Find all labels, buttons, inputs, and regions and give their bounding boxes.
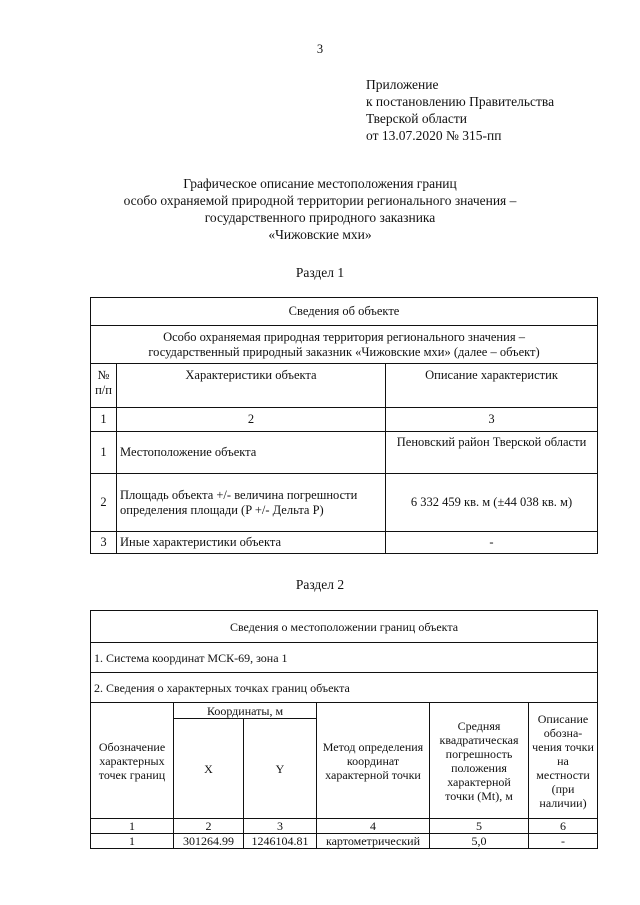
column-number: 4 xyxy=(317,819,430,834)
appendix-note xyxy=(366,76,554,144)
section-2-heading: Раздел 2 xyxy=(295,577,345,592)
points-title: 2. Сведения о характерных точках границ объекта xyxy=(91,673,598,703)
table-row xyxy=(91,834,598,849)
table-title: Сведения о местоположении границ объекта xyxy=(91,611,598,643)
method-value: картометрический xyxy=(317,834,430,849)
col-header-method: Метод определения координат характерной точки xyxy=(317,703,430,819)
col-header-characteristics: Характеристики объекта xyxy=(117,364,386,408)
row-num: 1 xyxy=(91,432,117,474)
title-line: особо охраняемой природной территории регионального значения – xyxy=(123,193,517,208)
column-number: 2 xyxy=(174,819,244,834)
appendix-line: Тверской области xyxy=(366,111,467,126)
row-characteristic: Площадь объекта +/- величина погрешности определения площади (P +/- Дельта P) xyxy=(117,474,386,532)
page-number: 3 xyxy=(316,42,324,56)
col-header-description: Описание характеристик xyxy=(386,364,598,408)
column-number: 6 xyxy=(529,819,598,834)
title-line: государственного природного заказника xyxy=(204,210,436,225)
col-header-num: № п/п xyxy=(91,364,117,408)
object-info-table xyxy=(90,297,598,554)
row-characteristic: Иные характеристики объекта xyxy=(117,532,386,554)
column-number: 5 xyxy=(430,819,529,834)
col-header-designation: Обозначение характерных точек границ xyxy=(91,703,174,819)
column-number: 3 xyxy=(386,408,598,432)
coord-x: 301264.99 xyxy=(174,834,244,849)
coordinate-system: 1. Система координат МСК-69, зона 1 xyxy=(91,643,598,673)
table-title: Сведения об объекте xyxy=(91,298,598,326)
appendix-line: от 13.07.2020 № 315-пп xyxy=(366,128,502,143)
table-row xyxy=(91,432,598,474)
appendix-line: к постановлению Правительства xyxy=(366,94,555,109)
object-description: Особо охраняемая природная территория регионального значения – государственный природный заказник «Чижовские мхи» (далее – объект) xyxy=(91,326,598,364)
table-row xyxy=(91,532,598,554)
table-row xyxy=(91,474,598,532)
boundary-table xyxy=(90,610,598,849)
col-header-y: Y xyxy=(244,719,317,819)
row-description: 6 332 459 кв. м (±44 038 кв. м) xyxy=(386,474,598,532)
title-line: Графическое описание местоположения границ xyxy=(183,176,457,191)
coord-y: 1246104.81 xyxy=(244,834,317,849)
row-characteristic: Местоположение объекта xyxy=(117,432,386,474)
error-value: 5,0 xyxy=(430,834,529,849)
point-id: 1 xyxy=(91,834,174,849)
column-number: 2 xyxy=(117,408,386,432)
row-num: 3 xyxy=(91,532,117,554)
col-header-description: Описание обозна-чения точки на местности (при наличии) xyxy=(529,703,598,819)
title-line: «Чижовские мхи» xyxy=(268,227,372,242)
row-description: - xyxy=(386,532,598,554)
column-number: 3 xyxy=(244,819,317,834)
appendix-line: Приложение xyxy=(366,77,439,92)
col-header-x: X xyxy=(174,719,244,819)
document-title xyxy=(0,175,640,243)
col-header-coordinates: Координаты, м xyxy=(174,703,317,719)
section-1-heading: Раздел 1 xyxy=(295,265,345,280)
description-value: - xyxy=(529,834,598,849)
column-number: 1 xyxy=(91,408,117,432)
col-header-error: Средняя квадратическая погрешность положения характерной точки (Mt), м xyxy=(430,703,529,819)
column-number: 1 xyxy=(91,819,174,834)
row-num: 2 xyxy=(91,474,117,532)
row-description: Пеновский район Тверской области xyxy=(386,432,598,474)
